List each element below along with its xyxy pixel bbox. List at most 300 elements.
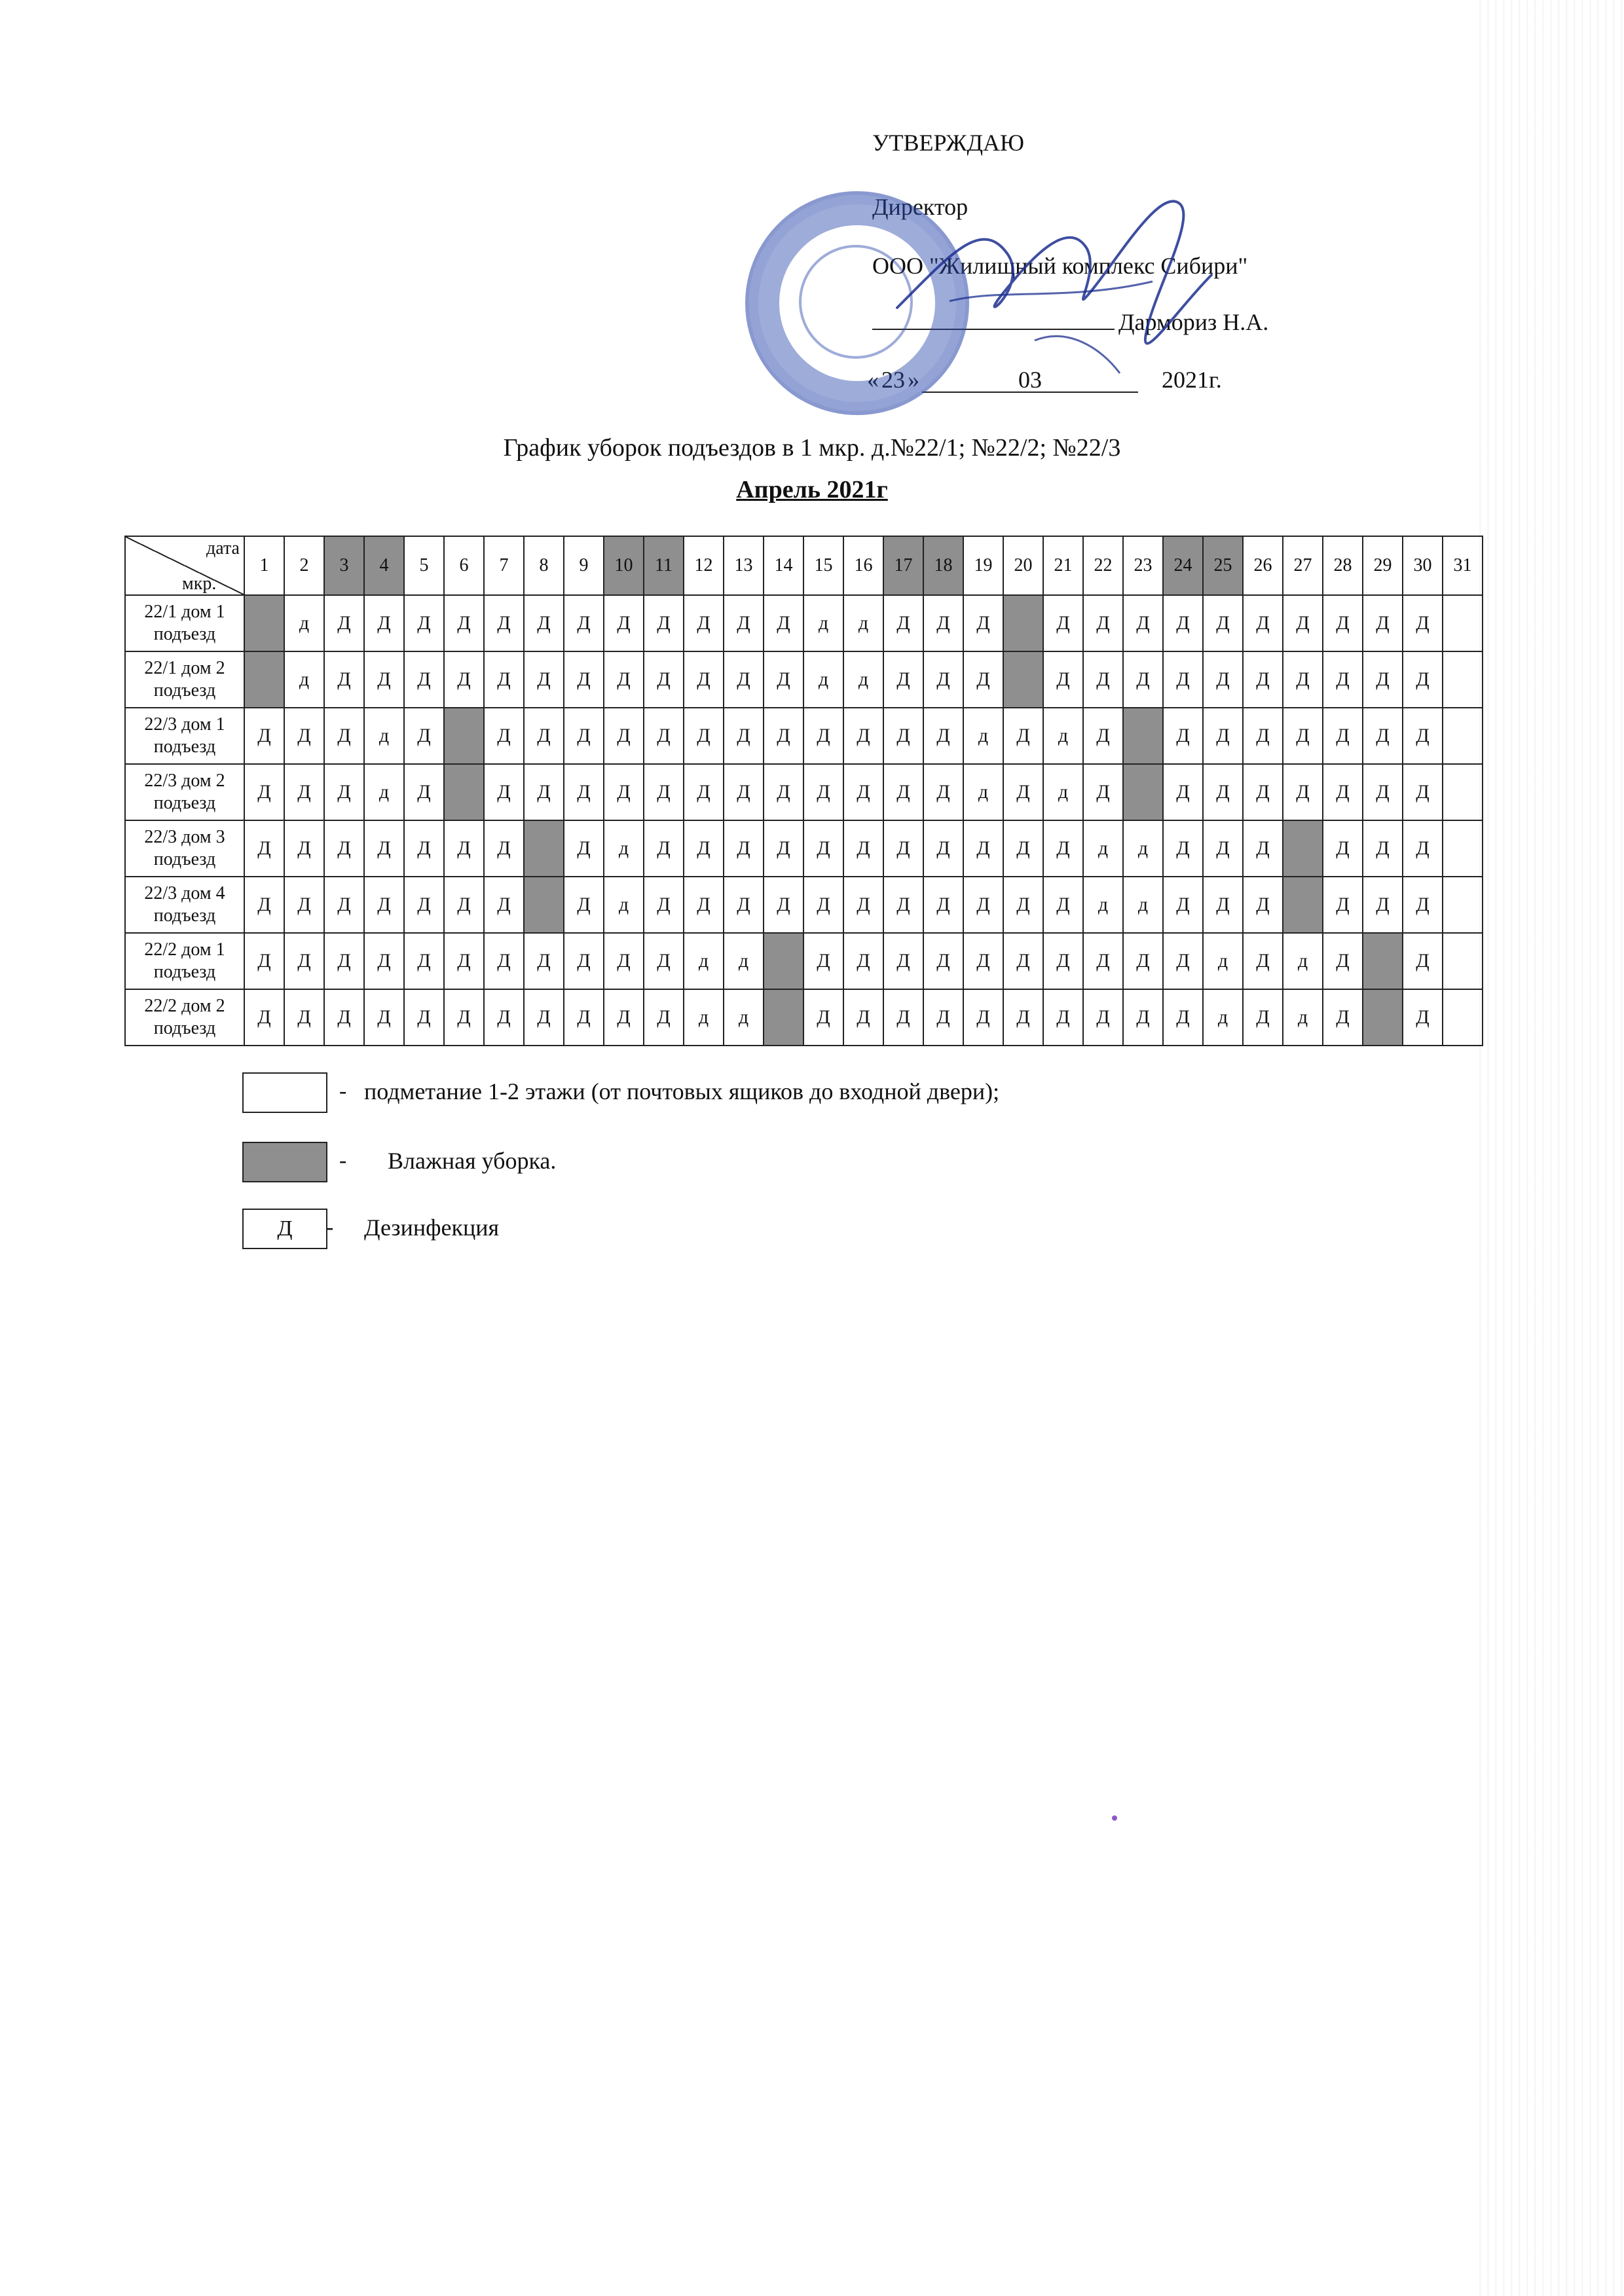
schedule-cell: Д [364,933,404,989]
wet-cleaning-cell [444,764,484,820]
schedule-cell: Д [1283,595,1323,651]
legend-dash-wet: - [339,1148,347,1173]
day-header: 22 [1083,536,1123,595]
wet-cleaning-cell [1283,820,1323,877]
table-row [125,933,1483,989]
day-header: 17 [883,536,923,595]
schedule-cell: Д [1323,764,1363,820]
schedule-cell: Д [564,820,604,877]
schedule-cell: Д [843,820,883,877]
schedule-cell: д [1083,877,1123,933]
schedule-cell [1443,595,1483,651]
schedule-cell: Д [564,933,604,989]
schedule-cell: Д [843,877,883,933]
schedule-cell: Д [284,989,324,1046]
schedule-cell: Д [1363,651,1403,708]
day-header: 13 [724,536,764,595]
schedule-cell: Д [1323,877,1363,933]
schedule-cell: д [843,651,883,708]
schedule-cell: д [724,989,764,1046]
schedule-cell: Д [244,989,284,1046]
schedule-cell: Д [564,989,604,1046]
schedule-cell: Д [364,877,404,933]
schedule-cell: Д [883,877,923,933]
schedule-cell: Д [724,651,764,708]
wet-cleaning-cell [1123,708,1163,764]
table-row [125,877,1483,933]
approval-position: Директор [872,194,969,220]
schedule-cell: Д [923,764,963,820]
schedule-cell: Д [1283,764,1323,820]
schedule-cell: Д [1403,989,1443,1046]
schedule-cell: Д [1243,820,1283,877]
schedule-cell: д [1123,820,1163,877]
schedule-cell: Д [244,708,284,764]
row-label: 22/3 дом 1 подъезд [125,708,244,764]
schedule-cell: Д [524,764,564,820]
schedule-cell: Д [1003,708,1043,764]
schedule-cell: д [1043,708,1083,764]
wet-cleaning-cell [444,708,484,764]
wet-cleaning-cell [524,820,564,877]
schedule-cell: Д [564,651,604,708]
schedule-cell: Д [444,877,484,933]
schedule-cell: Д [923,933,963,989]
row-label: 22/2 дом 1 подъезд [125,933,244,989]
schedule-cell: д [684,933,724,989]
day-header: 5 [404,536,444,595]
table-row [125,708,1483,764]
day-header: 9 [564,536,604,595]
schedule-cell: д [803,595,843,651]
legend-sweeping-text: подметание 1-2 этажи (от почтовых ящиков до входной двери); [364,1078,1000,1104]
corner-label-district: мкр. [182,574,217,594]
schedule-cell: Д [1323,708,1363,764]
schedule-cell: Д [444,933,484,989]
schedule-cell: Д [404,820,444,877]
table-row [125,595,1483,651]
wet-cleaning-cell [1003,595,1043,651]
table-corner-cell [125,536,244,595]
schedule-cell: Д [1283,651,1323,708]
approval-date-day: 23 [881,367,905,393]
schedule-cell: Д [883,820,923,877]
schedule-cell: Д [644,651,684,708]
schedule-cell: Д [724,820,764,877]
table-row [125,989,1483,1046]
schedule-cell: Д [684,820,724,877]
schedule-cell: Д [404,989,444,1046]
day-header: 24 [1163,536,1203,595]
schedule-cell: Д [444,989,484,1046]
day-header: 18 [923,536,963,595]
schedule-cell: Д [324,933,364,989]
day-header: 20 [1003,536,1043,595]
schedule-cell: Д [484,933,524,989]
schedule-cell: Д [1283,708,1323,764]
schedule-cell: Д [1243,708,1283,764]
schedule-cell: Д [244,933,284,989]
schedule-cell: Д [564,877,604,933]
schedule-cell: Д [364,820,404,877]
schedule-cell: д [724,933,764,989]
schedule-cell: Д [1123,989,1163,1046]
schedule-cell: Д [1403,708,1443,764]
schedule-cell: Д [404,764,444,820]
table-row [125,764,1483,820]
schedule-cell [1443,989,1483,1046]
day-header: 8 [524,536,564,595]
day-header: 27 [1283,536,1323,595]
schedule-cell: Д [644,989,684,1046]
schedule-cell: Д [564,764,604,820]
schedule-cell: д [604,820,644,877]
schedule-cell: Д [1163,820,1203,877]
schedule-cell: Д [1363,877,1403,933]
schedule-cell: Д [803,989,843,1046]
schedule-cell: Д [524,989,564,1046]
schedule-cell: Д [1243,877,1283,933]
day-header: 4 [364,536,404,595]
day-header: 11 [644,536,684,595]
schedule-cell: Д [1083,595,1123,651]
schedule-cell: Д [324,989,364,1046]
schedule-cell: Д [883,989,923,1046]
schedule-cell: Д [843,764,883,820]
schedule-cell: Д [684,877,724,933]
schedule-cell: Д [1083,764,1123,820]
day-header: 30 [1403,536,1443,595]
day-header: 23 [1123,536,1163,595]
schedule-cell: Д [963,933,1003,989]
schedule-cell: Д [963,989,1003,1046]
document-subtitle: Апрель 2021г [736,476,888,503]
schedule-cell: Д [803,877,843,933]
schedule-cell: Д [284,708,324,764]
schedule-cell: Д [1323,651,1363,708]
row-label: 22/2 дом 2 подъезд [125,989,244,1046]
schedule-cell: Д [1243,595,1283,651]
wet-cleaning-cell [1003,651,1043,708]
table-header-row [125,536,1483,595]
schedule-cell: Д [644,595,684,651]
schedule-cell: Д [684,651,724,708]
schedule-cell: Д [1403,651,1443,708]
table-row [125,651,1483,708]
wet-cleaning-cell [244,651,284,708]
schedule-cell: Д [1123,651,1163,708]
row-label: 22/3 дом 2 подъезд [125,764,244,820]
schedule-cell: Д [484,989,524,1046]
schedule-cell: Д [604,989,644,1046]
schedule-cell: Д [1403,764,1443,820]
schedule-cell: Д [923,877,963,933]
schedule-cell: Д [604,933,644,989]
schedule-cell: Д [284,820,324,877]
schedule-cell: Д [604,708,644,764]
schedule-cell: Д [1083,708,1123,764]
schedule-cell: Д [484,764,524,820]
schedule-cell: д [284,595,324,651]
schedule-cell: Д [564,708,604,764]
approval-heading: УТВЕРЖДАЮ [872,130,1025,156]
schedule-cell: Д [803,708,843,764]
schedule-cell: Д [484,708,524,764]
schedule-cell: Д [644,820,684,877]
schedule-cell: Д [724,708,764,764]
day-header: 31 [1443,536,1483,595]
schedule-cell: Д [684,764,724,820]
schedule-cell: д [1283,989,1323,1046]
schedule-cell: Д [1203,877,1243,933]
schedule-cell: д [803,651,843,708]
schedule-cell: Д [1403,820,1443,877]
schedule-cell: Д [484,595,524,651]
schedule-cell: Д [1003,989,1043,1046]
schedule-cell: Д [244,764,284,820]
schedule-cell: Д [524,708,564,764]
schedule-cell: Д [1203,595,1243,651]
schedule-cell: Д [524,651,564,708]
schedule-cell: Д [923,651,963,708]
schedule-cell: Д [324,708,364,764]
day-header: 21 [1043,536,1083,595]
schedule-cell: Д [444,595,484,651]
schedule-cell: Д [404,877,444,933]
schedule-cell [1443,820,1483,877]
schedule-cell: Д [883,651,923,708]
wet-cleaning-cell [1363,989,1403,1046]
schedule-cell: Д [324,651,364,708]
schedule-cell: Д [1363,595,1403,651]
wet-cleaning-cell [524,877,564,933]
schedule-cell: Д [644,933,684,989]
director-signature [871,177,1238,399]
table-body [125,595,1483,1046]
schedule-cell: Д [1323,595,1363,651]
schedule-cell: Д [1203,708,1243,764]
schedule-cell: Д [843,708,883,764]
schedule-cell: Д [923,595,963,651]
schedule-cell: Д [1123,595,1163,651]
schedule-cell: д [1203,933,1243,989]
schedule-cell: д [1123,877,1163,933]
corner-label-date: дата [206,538,240,558]
approval-date-year: 2021г. [1162,367,1222,393]
schedule-cell: Д [1043,989,1083,1046]
day-header: 16 [843,536,883,595]
row-label: 22/1 дом 2 подъезд [125,651,244,708]
schedule-cell: Д [1163,651,1203,708]
schedule-cell: Д [1003,933,1043,989]
schedule-cell: Д [1043,595,1083,651]
schedule-cell: Д [484,651,524,708]
schedule-cell: Д [803,820,843,877]
schedule-cell: д [1283,933,1323,989]
schedule-cell: д [684,989,724,1046]
row-label: 22/3 дом 4 подъезд [125,877,244,933]
schedule-cell: Д [1243,933,1283,989]
schedule-cell: д [1203,989,1243,1046]
wet-cleaning-cell [1123,764,1163,820]
schedule-cell: Д [883,933,923,989]
legend-swatch-disinfection: Д [242,1209,327,1249]
schedule-cell: Д [684,708,724,764]
schedule-cell: Д [803,764,843,820]
schedule-cell: Д [883,764,923,820]
schedule-cell: Д [1203,651,1243,708]
schedule-cell: Д [244,877,284,933]
document-title: График уборок подъездов в 1 мкр. д.№22/1; №22/2; №22/3 [503,434,1121,462]
day-header: 10 [604,536,644,595]
schedule-cell: Д [1243,651,1283,708]
schedule-cell: Д [444,820,484,877]
day-header: 6 [444,536,484,595]
schedule-cell: Д [404,933,444,989]
schedule-cell: Д [764,708,803,764]
schedule-cell: Д [404,595,444,651]
schedule-cell: Д [364,651,404,708]
approval-organization: ООО "Жилищный комплекс Сибири" [872,253,1248,279]
schedule-cell: Д [764,877,803,933]
schedule-cell [1443,708,1483,764]
wet-cleaning-cell [1363,933,1403,989]
schedule-cell: Д [1363,820,1403,877]
schedule-cell: д [843,595,883,651]
schedule-cell: Д [1163,708,1203,764]
legend-disinfection-text: Дезинфекция [364,1214,500,1241]
schedule-cell: Д [963,595,1003,651]
schedule-cell: Д [803,933,843,989]
schedule-cell: Д [1203,764,1243,820]
wet-cleaning-cell [764,989,803,1046]
schedule-cell: Д [324,820,364,877]
schedule-cell: Д [444,651,484,708]
schedule-cell: Д [524,933,564,989]
day-header: 3 [324,536,364,595]
schedule-cell: Д [1163,595,1203,651]
schedule-cell: Д [324,595,364,651]
schedule-cell: Д [1363,708,1403,764]
schedule-cell [1443,877,1483,933]
schedule-cell: Д [404,651,444,708]
schedule-cell: Д [284,764,324,820]
schedule-cell: Д [764,595,803,651]
schedule-cell: Д [923,820,963,877]
schedule-cell: Д [1403,595,1443,651]
schedule-cell: Д [1003,877,1043,933]
day-header: 15 [803,536,843,595]
schedule-cell: Д [324,764,364,820]
schedule-cell: Д [604,595,644,651]
schedule-cell: д [1043,764,1083,820]
schedule-cell: Д [963,651,1003,708]
legend-dash-sweeping: - [339,1079,347,1103]
schedule-cell: Д [644,764,684,820]
day-header: 1 [244,536,284,595]
schedule-cell: Д [1163,989,1203,1046]
schedule-cell: Д [1203,820,1243,877]
schedule-cell: Д [724,877,764,933]
schedule-cell: Д [923,708,963,764]
day-header: 2 [284,536,324,595]
schedule-cell: Д [1403,877,1443,933]
schedule-cell: Д [764,651,803,708]
schedule-cell: Д [1043,820,1083,877]
schedule-cell: Д [1003,764,1043,820]
schedule-cell: Д [364,595,404,651]
schedule-cell: д [604,877,644,933]
schedule-cell: Д [843,933,883,989]
schedule-cell [1443,651,1483,708]
schedule-cell: Д [1403,933,1443,989]
wet-cleaning-cell [764,933,803,989]
schedule-cell: Д [1083,989,1123,1046]
schedule-cell: Д [284,933,324,989]
schedule-cell: д [963,708,1003,764]
schedule-cell: Д [1083,651,1123,708]
legend-wet-text: Влажная уборка. [388,1148,557,1174]
schedule-cell: Д [1323,933,1363,989]
schedule-cell: Д [1043,933,1083,989]
schedule-cell [1443,764,1483,820]
legend-swatch-wet [242,1142,327,1182]
schedule-cell: Д [324,877,364,933]
schedule-cell: Д [564,595,604,651]
table-row [125,820,1483,877]
schedule-cell: Д [1243,764,1283,820]
schedule-cell: Д [923,989,963,1046]
schedule-cell: Д [1003,820,1043,877]
schedule-cell: Д [963,820,1003,877]
schedule-cell: д [284,651,324,708]
schedule-cell: Д [724,764,764,820]
day-header: 14 [764,536,803,595]
schedule-cell: Д [724,595,764,651]
schedule-cell: Д [604,764,644,820]
schedule-cell: Д [764,764,803,820]
schedule-cell: Д [1243,989,1283,1046]
schedule-cell: д [364,764,404,820]
legend-swatch-sweeping [242,1072,327,1113]
day-header: 26 [1243,536,1283,595]
schedule-cell: Д [684,595,724,651]
row-label: 22/3 дом 3 подъезд [125,820,244,877]
day-header: 25 [1203,536,1243,595]
schedule-cell: Д [1323,820,1363,877]
wet-cleaning-cell [244,595,284,651]
schedule-cell: Д [404,708,444,764]
schedule-cell: Д [604,651,644,708]
schedule-cell: Д [764,820,803,877]
row-label: 22/1 дом 1 подъезд [125,595,244,651]
schedule-cell: Д [644,877,684,933]
approval-date-line: « 23 » 03 2021г. [867,367,1222,393]
schedule-cell [1443,933,1483,989]
schedule-cell: Д [1163,933,1203,989]
schedule-cell: Д [1123,933,1163,989]
schedule-cell: д [1083,820,1123,877]
day-header: 12 [684,536,724,595]
schedule-cell: Д [883,595,923,651]
schedule-cell: Д [284,877,324,933]
schedule-cell: Д [843,989,883,1046]
approval-date-month: 03 [922,368,1138,393]
schedule-cell: Д [1043,877,1083,933]
schedule-cell: Д [1083,933,1123,989]
day-header: 19 [963,536,1003,595]
legend-dash-disinfection: - [326,1215,334,1239]
